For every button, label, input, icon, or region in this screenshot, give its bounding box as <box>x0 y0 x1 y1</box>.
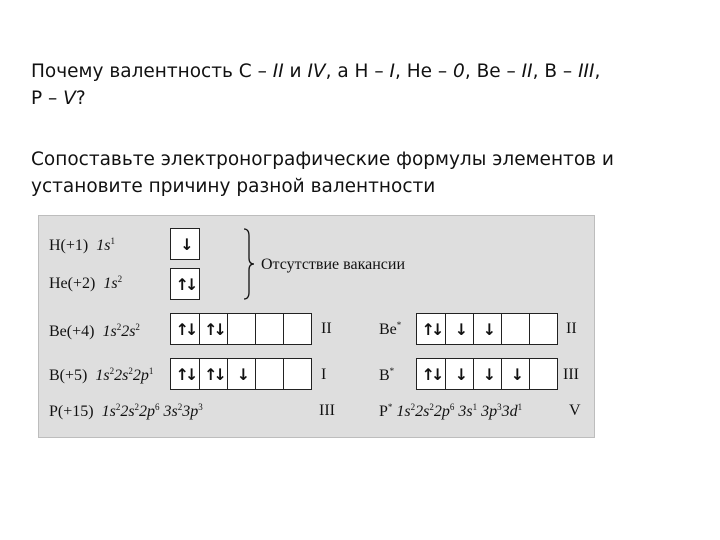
row-be-excited-cells <box>416 313 558 345</box>
row-be-excited-label: Be* <box>379 320 402 338</box>
row-be-excited-valence: II <box>566 320 577 337</box>
orbital-cell <box>529 314 557 344</box>
orbital-cell <box>501 314 529 344</box>
orbital-cell <box>227 314 255 344</box>
row-b-label: B(+5) $1s^22s^22p^1$ <box>49 366 154 384</box>
task-text <box>31 146 691 200</box>
orbital-cell: ↑↓ <box>175 274 195 294</box>
row-be-label: Be(+4) $1s^22s^2$ <box>49 322 140 340</box>
row-p-excited-label: P* $1s^22s^22p^6$ $3s^1$ $3p^33d^1$ <box>379 402 523 420</box>
row-he-label: He(+2) $1s^2$ <box>49 274 123 292</box>
orbital-cell: ↓ <box>473 314 501 344</box>
row-p-excited-valence: V <box>569 402 581 419</box>
orbital-cell: ↓ <box>445 359 473 389</box>
orbital-cell: ↑↓ <box>421 364 441 384</box>
orbital-cell: ↑↓ <box>175 319 195 339</box>
orbital-cell: ↑↓ <box>199 314 227 344</box>
orbital-cell: ↓ <box>473 359 501 389</box>
row-p-valence: III <box>319 402 335 419</box>
row-b-excited-label: B* <box>379 366 395 384</box>
question-text <box>31 58 691 112</box>
orbital-cell <box>529 359 557 389</box>
brace-icon <box>243 228 255 300</box>
vacancy-note: Отсутствие вакансии <box>261 256 405 273</box>
orbital-cell <box>283 314 311 344</box>
row-b-excited-cells <box>416 358 558 390</box>
task-line-2: установите причину разной валентности <box>31 176 436 197</box>
row-h-cells <box>170 228 200 260</box>
orbital-cell <box>255 359 283 389</box>
orbital-cell: ↓ <box>180 234 190 254</box>
row-he-cells <box>170 268 200 300</box>
row-be-cells <box>170 313 312 345</box>
orbital-cell: ↑↓ <box>421 319 441 339</box>
row-h-label: H(+1) $1s^1$ <box>49 236 115 254</box>
row-be-valence: II <box>321 320 332 337</box>
orbital-cell: ↓ <box>227 359 255 389</box>
row-b-cells <box>170 358 312 390</box>
orbital-cell: ↑↓ <box>175 364 195 384</box>
question-line-1: Почему валентность С – II и IV, а Н – I, Не – 0, Ве – II, В – III, <box>31 61 601 82</box>
row-p-label: P(+15) $1s^22s^22p^6$ $3s^23p^3$ <box>49 402 203 420</box>
electron-config-figure <box>38 215 595 438</box>
orbital-cell <box>255 314 283 344</box>
task-line-1: Сопоставьте электронографические формулы элементов и <box>31 149 614 170</box>
orbital-cell: ↓ <box>445 314 473 344</box>
orbital-cell <box>283 359 311 389</box>
orbital-cell: ↑↓ <box>199 359 227 389</box>
row-b-valence: I <box>321 366 327 383</box>
orbital-cell: ↓ <box>501 359 529 389</box>
row-b-excited-valence: III <box>563 366 579 383</box>
question-line-2: Р – V? <box>31 88 86 109</box>
